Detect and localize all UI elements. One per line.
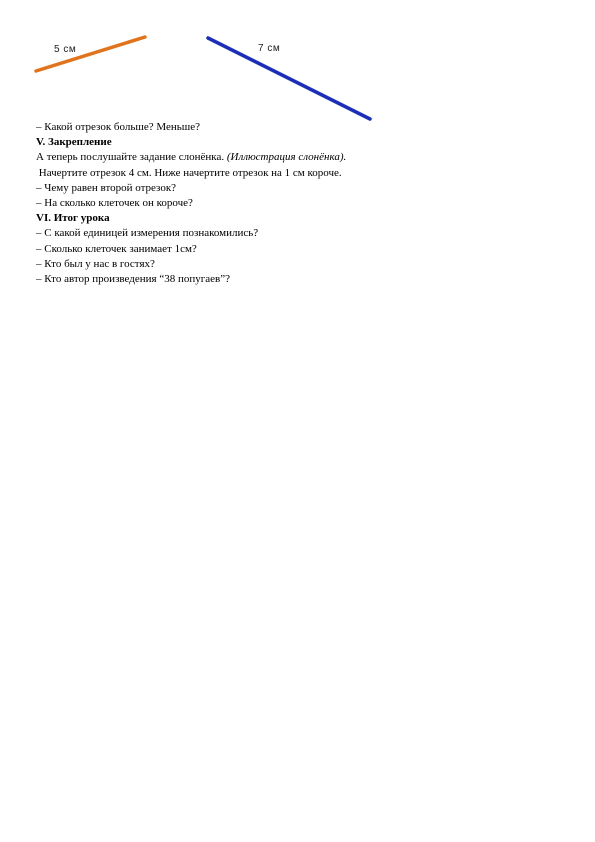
question-cells-per-cm: – Сколько клеточек занимает 1см? (36, 242, 197, 255)
segment-b (208, 38, 370, 119)
question-guest: – Кто был у нас в гостях? (36, 257, 155, 270)
segment-a-label: 5 см (54, 44, 77, 55)
section-heading-v: V. Закрепление (36, 136, 112, 149)
elephant-task-text: А теперь послушайте задание слонёнка. (36, 151, 227, 164)
question-second-segment: – Чему равен второй отрезок? (36, 181, 177, 194)
question-cells-shorter: – На сколько клеточек он короче? (36, 197, 193, 210)
question-unit: – С какой единицей измерения познакомились? (36, 227, 259, 240)
section-heading-vi: VI. Итог урока (36, 212, 110, 225)
elephant-illustration-note: (Иллюстрация слонёнка). (226, 151, 347, 164)
lesson-text (36, 120, 556, 287)
question-compare: – Какой отрезок больше? Меньше? (36, 121, 201, 133)
question-author: – Кто автор произведения “38 попугаев”? (36, 273, 230, 286)
segments-figure (0, 0, 595, 130)
segment-b-label: 7 см (258, 43, 281, 54)
draw-task: Начертите отрезок 4 см. Ниже начертите отрезок на 1 см короче. (36, 166, 342, 179)
segment-a (36, 37, 145, 71)
elephant-task-line (36, 150, 556, 165)
segments-drawing (0, 0, 595, 130)
